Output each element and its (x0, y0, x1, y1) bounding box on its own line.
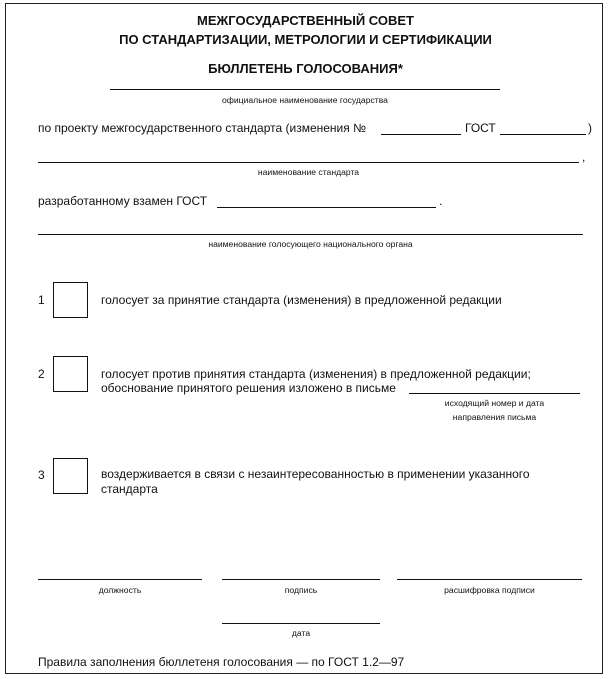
option-1-checkbox[interactable] (53, 282, 88, 318)
letter-reference-field[interactable] (409, 393, 580, 394)
ballot-title: БЮЛЛЕТЕНЬ ГОЛОСОВАНИЯ* (208, 61, 403, 76)
developed-text: разработанному взамен ГОСТ (38, 194, 208, 208)
state-name-caption: официальное наименование государства (222, 95, 388, 105)
period-mark: . (439, 194, 443, 208)
signature-line[interactable] (222, 579, 380, 580)
letter-caption-line2: направления письма (452, 412, 537, 422)
replaced-gost-field[interactable] (217, 207, 436, 208)
option-3-text-line2: стандарта (101, 482, 158, 496)
standard-name-caption: наименование стандарта (257, 167, 360, 177)
date-line[interactable] (222, 623, 380, 624)
voting-organ-caption: наименование голосующего национального органа (208, 239, 413, 249)
council-title-line1: МЕЖГОСУДАРСТВЕННЫЙ СОВЕТ (197, 13, 414, 28)
standard-name-line[interactable] (38, 162, 579, 163)
option-3-text-line1: воздерживается в связи с незаинтересованностью в применении указанного (101, 467, 530, 481)
gost-number-field[interactable] (500, 134, 586, 135)
council-title-line2: ПО СТАНДАРТИЗАЦИИ, МЕТРОЛОГИИ И СЕРТИФИКАЦИИ (119, 32, 492, 47)
amendment-number-field[interactable] (381, 134, 461, 135)
option-2-text-line2: обоснование принятого решения изложено в письме (101, 381, 396, 395)
option-2-number: 2 (38, 367, 45, 381)
option-3-number: 3 (38, 468, 45, 482)
option-2-checkbox[interactable] (53, 356, 88, 392)
transcript-line[interactable] (397, 579, 582, 580)
date-caption: дата (291, 628, 311, 638)
option-1-text: голосует за принятие стандарта (изменения) в предложенной редакции (101, 293, 502, 307)
project-text: по проекту межгосударственного стандарта (изменения № (38, 121, 366, 135)
position-caption: должность (98, 585, 142, 595)
signature-caption: подпись (284, 585, 318, 595)
comma-mark: , (582, 150, 586, 164)
option-3-checkbox[interactable] (53, 458, 88, 494)
transcript-caption: расшифровка подписи (444, 585, 535, 595)
position-line[interactable] (38, 579, 202, 580)
option-1-number: 1 (38, 293, 45, 307)
voting-organ-line[interactable] (38, 234, 583, 235)
state-name-line[interactable] (110, 89, 500, 90)
closing-paren: ) (588, 121, 592, 135)
gost-label: ГОСТ (465, 121, 496, 135)
option-2-text-line1: голосует против принятия стандарта (изменения) в предложенной редакции; (101, 367, 531, 381)
rules-footnote: Правила заполнения бюллетеня голосования — по ГОСТ 1.2—97 (38, 655, 405, 669)
letter-caption-line1: исходящий номер и дата (444, 398, 545, 408)
